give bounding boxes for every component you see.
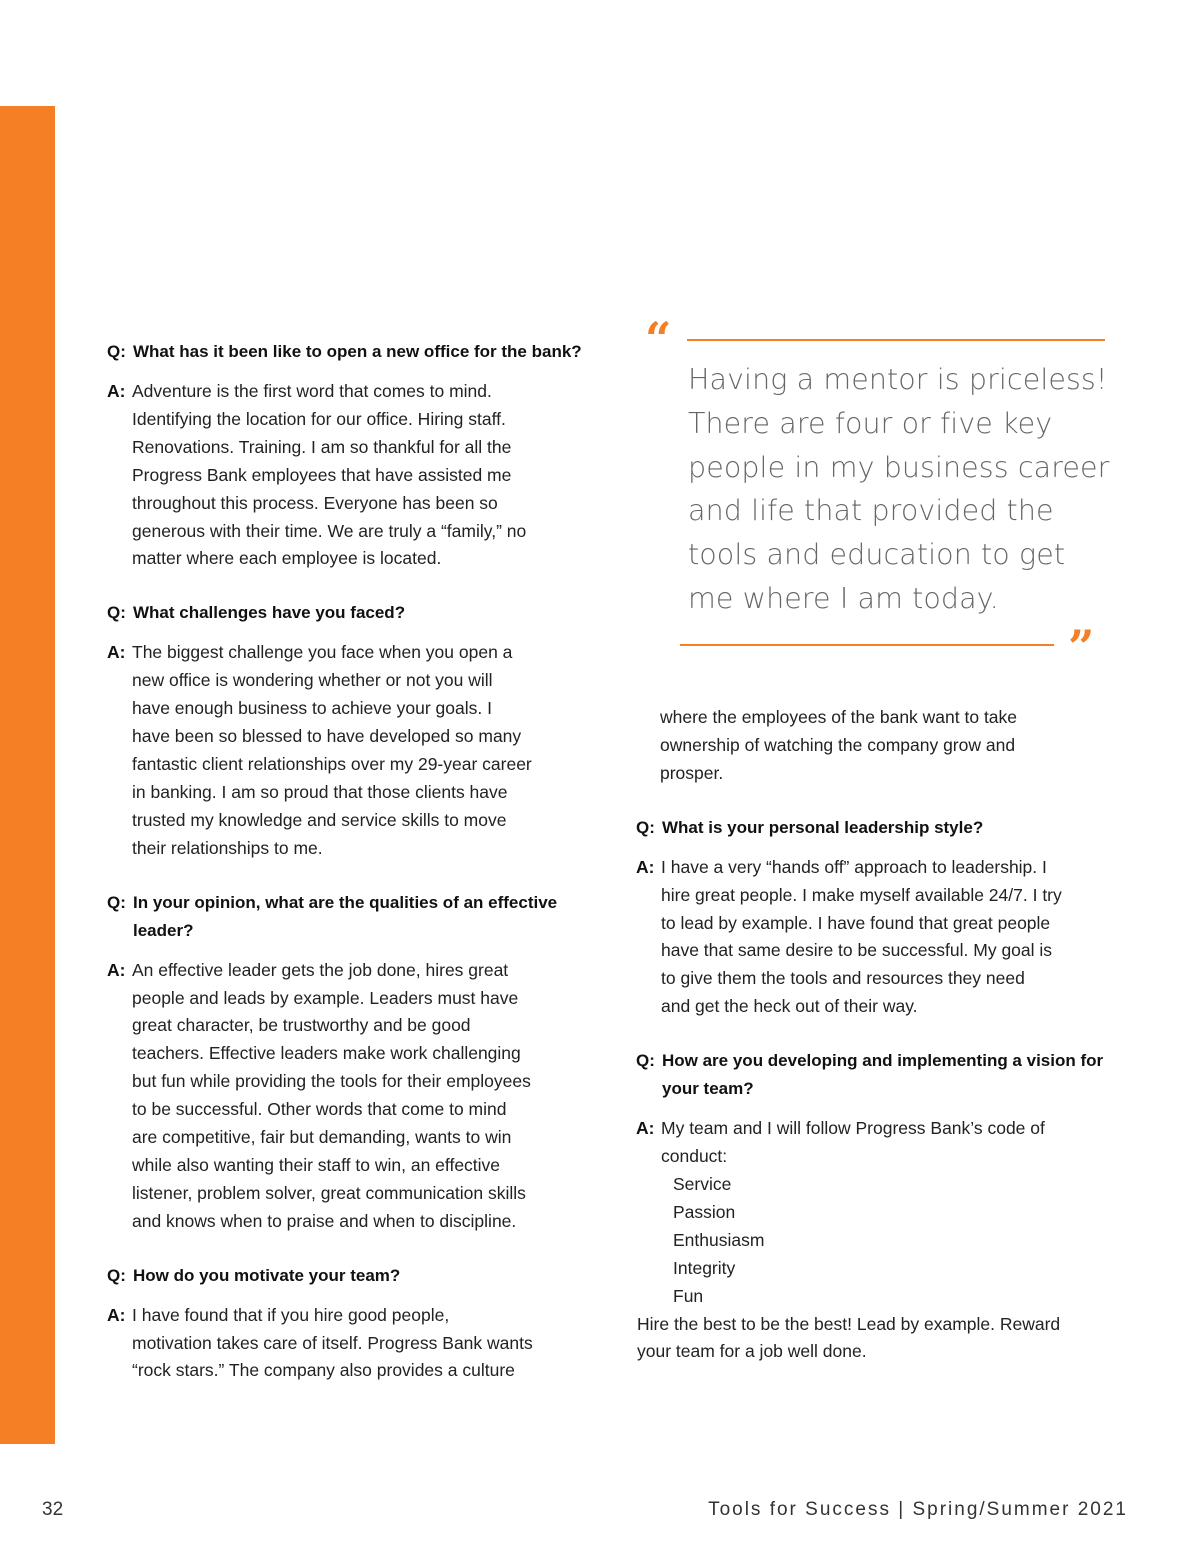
pull-quote-text: Having a mentor is priceless! There are four or five key people in my business career and life that provided the tools and education to get me where I am today.: [688, 363, 1110, 615]
question-4: Q: How do you motivate your team?: [107, 1265, 401, 1285]
question-2: Q: What challenges have you faced?: [107, 603, 406, 623]
answer-4-continued: where the employees of the bank want to take ownership of watching the company grow and prosper.: [660, 707, 1018, 783]
pull-quote-top-rule: [687, 339, 1105, 341]
value-item: Enthusiasm: [673, 1229, 765, 1250]
closing-line: Hire the best to be the best! Lead by example. Reward: [637, 1313, 1061, 1334]
question-5: Q: What is your personal leadership style?: [636, 817, 984, 837]
publication-footer: Tools for Success | Spring/Summer 2021: [708, 1499, 1128, 1520]
closing-line: your team for a job well done.: [637, 1341, 867, 1362]
answer-2: A: The biggest challenge you face when you open a new office is wondering whether or not you will have enough business to achieve your goals. I have been so blessed to have developed so many fantastic client relationships over my 29-year career in banking. I am so proud that those clients have trusted my knowledge and service skills to move their relationships to me.: [107, 642, 532, 858]
pull-quote-bottom-rule: [680, 644, 1054, 646]
accent-sidebar-bar: [0, 106, 55, 1444]
value-item: Fun: [673, 1285, 704, 1306]
close-quote-icon: ”: [1068, 620, 1095, 674]
left-column: [107, 338, 587, 1385]
page-number: 32: [42, 1499, 64, 1520]
pull-quote: [640, 312, 1120, 674]
answer-3: A: An effective leader gets the job done, hires great people and leads by example. Leaders must have great character, be trustworthy and be good teachers. Effective leaders make work challenging but fun while providing the tools for their employees to be successful. Other words that come to mind are competitive, fair but demanding, wants to win while also wanting their staff to win, an effective listener, problem solver, great communication skills and knows when to praise and when to discipline.: [107, 959, 531, 1231]
open-quote-icon: “: [645, 312, 672, 366]
question-6: Q: How are you developing and implementing a vision for your team?: [636, 1051, 1104, 1099]
answer-4: A: I have found that if you hire good people, motivation takes care of itself. Progress Bank wants “rock stars.” The company also provides a culture: [107, 1304, 533, 1381]
value-item: Passion: [673, 1201, 736, 1222]
value-item: Service: [673, 1173, 732, 1194]
question-3: Q: In your opinion, what are the qualities of an effective leader?: [107, 892, 558, 940]
question-1: Q: What has it been like to open a new office for the bank?: [107, 342, 582, 361]
value-item: Integrity: [673, 1257, 736, 1278]
answer-1: A: Adventure is the first word that comes to mind. Identifying the location for our office. Hiring staff. Renovations. Training. I am so thankful for all the Progress Bank employees that have assisted me throughout this process. Everyone has been so generous with their time. We are truly a “family,” no matter where each employee is located.: [107, 381, 527, 569]
right-column: [636, 704, 1116, 1366]
answer-5: A: I have a very “hands off” approach to leadership. I hire great people. I make myself available 24/7. I try to lead by example. I have found that great people have that same desire to be successful. My goal is to give them the tools and resources they need and get the heck out of their way.: [636, 856, 1062, 1017]
answer-6: A: My team and I will follow Progress Bank’s code of conduct: Service Passion Enthusiasm Integrity Fun Hire the best to be the best! Lead by example. Reward your team for a job well done.: [636, 1115, 1116, 1366]
